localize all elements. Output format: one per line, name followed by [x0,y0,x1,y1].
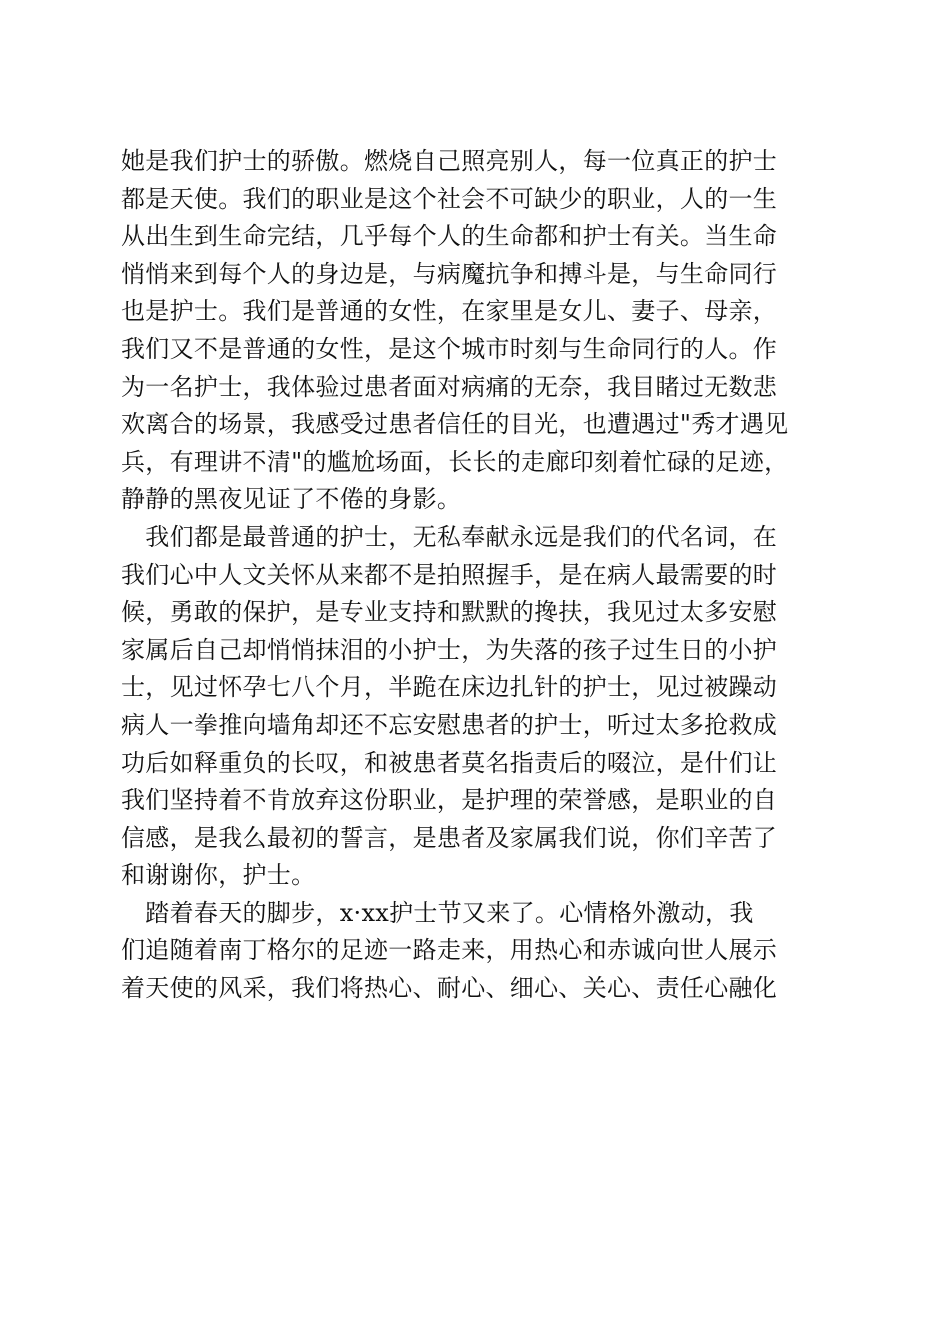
text-line: 候，勇敢的保护，是专业支持和默默的搀扶，我见过太多安慰 [121,598,778,627]
text-line: 她是我们护士的骄傲。燃烧自己照亮别人，每一位真正的护士 [121,147,778,175]
text-line: 兵，有理讲不清"的尴尬场面，长长的走廊印刻着忙碌的足迹， [121,447,789,476]
text-line: 我们心中人文关怀从来都不是拍照握手，是在病人最需要的时 [121,560,778,589]
text-line: 我们坚持着不肯放弃这份职业，是护理的荣誉感，是职业的自 [121,786,778,815]
text-line: 也是护士。我们是普通的女性，在家里是女儿、妻子、母亲， [121,297,778,326]
text-line: 们追随着南丁格尔的足迹一路走来，用热心和赤诚向世人展示 [121,936,778,965]
text-line: 悄悄来到每个人的身边是，与病魔抗争和搏斗是，与生命同行 [121,259,778,288]
text-line: 功后如释重负的长叹，和被患者莫名指责后的啜泣，是什们让 [121,748,778,777]
text-line: 为一名护士，我体验过患者面对病痛的无奈，我目睹过无数悲 [121,372,778,401]
body-text [121,143,831,1008]
text-line: 病人一拳推向墙角却还不忘安慰患者的护士，听过太多抢救成 [121,710,778,739]
text-line: 踏着春天的脚步，x·xx护士节又来了。心情格外激动，我 [121,898,754,927]
text-line: 家属后自己却悄悄抹泪的小护士，为失落的孩子过生日的小护 [121,635,778,664]
paragraph-2 [121,519,831,895]
paragraph-3 [121,895,831,1008]
text-line: 从出生到生命完结，几乎每个人的生命都和护士有关。当生命 [121,222,778,251]
text-line: 静静的黑夜见证了不倦的身影。 [121,485,462,514]
text-line: 我们都是最普通的护士，无私奉献永远是我们的代名词，在 [121,522,778,551]
text-line: 欢离合的场景，我感受过患者信任的目光，也遭遇过"秀才遇见 [121,410,789,439]
text-line: 和谢谢你，护士。 [121,861,316,890]
paragraph-1 [121,143,831,519]
text-line: 着天使的风采，我们将热心、耐心、细心、关心、责任心融化 [121,974,778,1003]
text-line: 士，见过怀孕七八个月，半跪在床边扎针的护士，见过被躁动 [121,673,778,702]
text-line: 信感，是我么最初的誓言，是患者及家属我们说，你们辛苦了 [121,823,778,852]
text-line: 都是天使。我们的职业是这个社会不可缺少的职业，人的一生 [121,184,778,213]
text-line: 我们又不是普通的女性，是这个城市时刻与生命同行的人。作 [121,334,778,363]
